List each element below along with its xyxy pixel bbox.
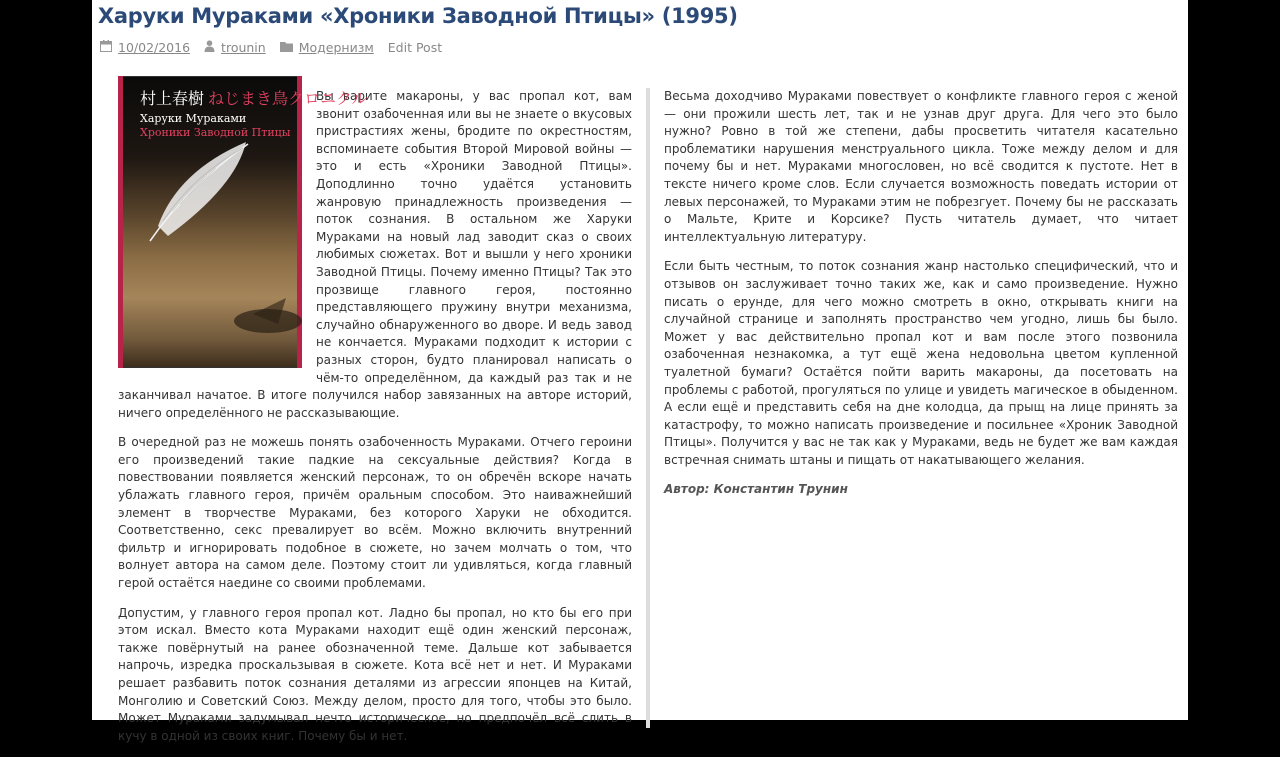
post-category-link[interactable]: Модернизм	[298, 40, 374, 55]
content-right-column	[664, 88, 1178, 511]
cover-ru-author: Харуки Мураками	[140, 112, 247, 125]
content-left-column	[118, 88, 632, 757]
paragraph: Весьма доходчиво Мураками повествует о конфликте главного героя с женой — они прожили шесть лет, так и не узнав друг друга. Для чего это было нужно? Ровно в той же степени, дабы просветить читателя касательно проблематики нарушения менструального цикла. Тоже между делом и для почему бы и нет. Мураками многословен, но всё сводится к пустоте. Нет в тексте ничего кроме слов. Если случается возможность поведать истории от левых персонажей, то Мураками этим не побрезгует. Почему бы не рассказать о Мальте, Крите и Корсике? Пусть читатель думает, что читает интеллектуальную литературу.	[664, 89, 1178, 244]
post-page	[92, 0, 1188, 743]
book-cover-image	[118, 76, 368, 368]
post-author-link[interactable]: trounin	[221, 40, 266, 55]
post-meta	[100, 40, 456, 55]
author-signature: Автор: Константин Трунин	[664, 482, 848, 497]
post-date-link[interactable]: 10/02/2016	[118, 40, 191, 55]
cover-ru-title: Хроники Заводной Птицы	[140, 126, 291, 139]
paragraph: Если быть честным, то поток сознания жанр настолько специфический, что и отзывов он заслуживает точно таких же, как и само произведение. Нужно писать о ерунде, для чего можно смотреть в окно, открывать книги на случайной странице и заполнять пространство чем угодно, лишь бы было. Может у вас действительно пропал кот и вам после этого позвонила озабоченная незнакомка, а тут ещё жена недовольна цветом купленной туалетной бумаги? Остаётся пойти варить макароны, да посетовать на проблемы с работой, прогуляться по улице и увидеть магическое в обыденном. А если ещё и представить себя на дне колодца, да прыщ на лице принять за катастрофу, то можно написать произведение и посильнее «Хроник Заводной Птицы». Получится у вас не так как у Мураками, ведь не будет же вам каждая встречная снимать штаны и пищать от накатывающего желания.	[664, 259, 1178, 467]
column-divider	[646, 88, 650, 728]
cover-jp-title: 村上春樹 ねじまき鳥クロニクル	[140, 89, 368, 108]
paragraph: Вы варите макароны, у вас пропал кот, вам звонит озабоченная или вы не знаете о вкусовых пристрастиях жены, бродите по окрестностям, вспоминаете события Второй Мировой войны — это и есть «Хроники Заводной Птицы». Доподлинно точно удаётся установить жанровую принадлежность произведения — поток сознания. В остальном же Харуки Мураками на новый лад заводит сказ о своих любимых сюжетах. Вот и вышли у него хроники Заводной Птицы. Почему именно Птицы? Так это прозвище главного героя, постоянно представляющего пружину внутри механизма, случайно обнаруженного во дворе. И ведь завод не кончается. Мураками подходит к истории с разных сторон, будто планировал написать о чём-то определённом, да каждый раз так и не заканчивал начатое. В итоге получился набор завязанных на авторе историй, ничего определённого не рассказывающие.	[118, 89, 632, 420]
paragraph: В очередной раз не можешь понять озабоченность Мураками. Отчего героини его произведений такие падкие на сексуальные действия? Когда в повествовании появляется женский персонаж, то он обречён вскоре начать ублажать главного героя, причём оральным способом. Это наиважнейший элемент в творчестве Мураками, без которого Харуки не обходится. Соответственно, секс превалирует во всём. Можно включить внутренний фильтр и игнорировать подобное в сюжете, но зачем молчать о том, что волнует автора на самом деле. Поэтому стоит ли удивляться, когда главный герой остаётся наедине со своими проблемами.	[118, 435, 632, 591]
post-title[interactable]: Харуки Мураками «Хроники Заводной Птицы» (1995)	[98, 4, 738, 28]
calendar-icon	[100, 40, 112, 55]
user-icon	[204, 40, 215, 55]
edit-post-link[interactable]: Edit Post	[387, 40, 443, 55]
paragraph: Допустим, у главного героя пропал кот. Ладно бы пропал, но кто бы его при этом искал. Вместо кота Мураками находит ещё один женский персонаж, также повёрнутый на ранее обозначенной теме. Дальше кот забывается напрочь, изредка проскальзывая в сюжете. Кота всё нет и нет. И Мураками решает разбавить поток сознания деталями из агрессии японцев на Китай, Монголию и Советский Союз. Между делом, просто для того, чтобы это было. Может Мураками задумывал нечто историческое, но предпочёл всё слить в кучу в одной из своих книг. Почему бы и нет.	[118, 605, 632, 743]
folder-icon	[280, 40, 293, 55]
